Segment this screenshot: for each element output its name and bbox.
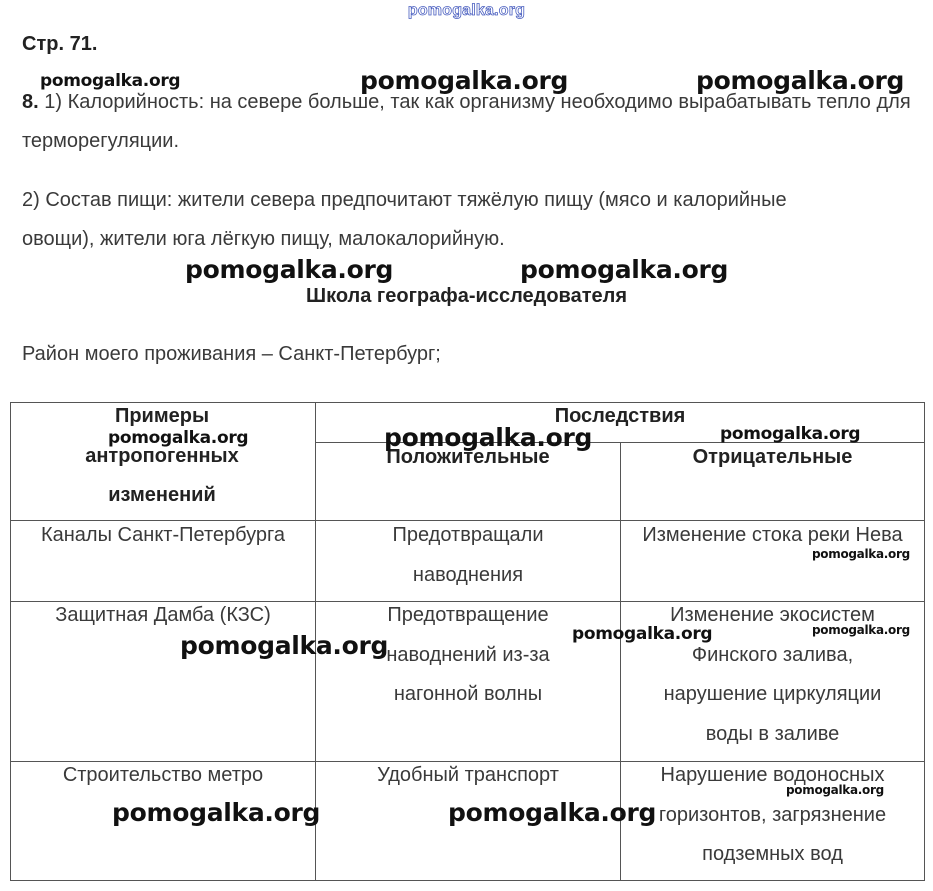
watermark: pomogalka.org	[572, 624, 713, 644]
watermark: pomogalka.org	[720, 424, 861, 444]
answer-item-2-line-1: 2) Состав пищи: жители севера предпочитают тяжёлую пищу (мясо и калорийные	[22, 189, 787, 211]
watermark: pomogalka.org	[108, 428, 249, 448]
answer-number: 8.	[22, 91, 39, 113]
watermark: pomogalka.org	[520, 255, 729, 284]
row-3-example: Строительство метро	[62, 764, 264, 786]
header-examples: Примеры антропогенных изменений	[85, 405, 239, 506]
row-3-positive: Удобный транспорт	[377, 764, 559, 786]
watermark: pomogalka.org	[360, 66, 569, 95]
page-reference: Стр. 71.	[22, 33, 98, 55]
watermark: pomogalka.org	[185, 255, 394, 284]
watermark: pomogalka.org	[812, 623, 910, 637]
answer-item-1-text: 1) Калорийность: на севере больше, так как организму необходимо вырабатывать тепло для терморегуляции.	[22, 91, 911, 152]
region-line: Район моего проживания – Санкт-Петербург;	[22, 343, 441, 365]
row-1-positive: Предотвращали наводнения	[392, 524, 544, 586]
answer-item-2	[22, 181, 912, 259]
watermark: pomogalka.org	[112, 798, 321, 827]
row-2-negative: Изменение экосистем Финского залива, нарушение циркуляции воды в заливе	[663, 604, 882, 745]
watermark: pomogalka.org	[812, 547, 910, 561]
row-2-example: Защитная Дамба (КЗС)	[55, 604, 271, 626]
header-consequences: Последствия	[554, 405, 686, 427]
row-2-positive: Предотвращение наводнений из-за нагонной волны	[386, 604, 550, 705]
row-3-negative: Нарушение водоносных горизонтов, загрязнение подземных вод	[658, 764, 887, 865]
watermark: pomogalka.org	[786, 783, 884, 797]
header-negative: Отрицательные	[692, 446, 853, 468]
header-positive: Положительные	[386, 446, 550, 468]
watermark: pomogalka.org	[448, 798, 657, 827]
row-1-negative: Изменение стока реки Нева	[642, 524, 903, 546]
watermark: pomogalka.org	[180, 631, 389, 660]
watermark: pomogalka.org	[384, 423, 593, 452]
site-mark-top: pomogalka.org	[407, 2, 526, 19]
row-1-example: Каналы Санкт-Петербурга	[40, 524, 286, 546]
watermark: pomogalka.org	[696, 66, 905, 95]
section-title: Школа географа-исследователя	[305, 285, 628, 307]
answer-item-2-line-2: овощи), жители юга лёгкую пищу, малокалорийную.	[22, 228, 505, 250]
watermark: pomogalka.org	[40, 71, 181, 91]
